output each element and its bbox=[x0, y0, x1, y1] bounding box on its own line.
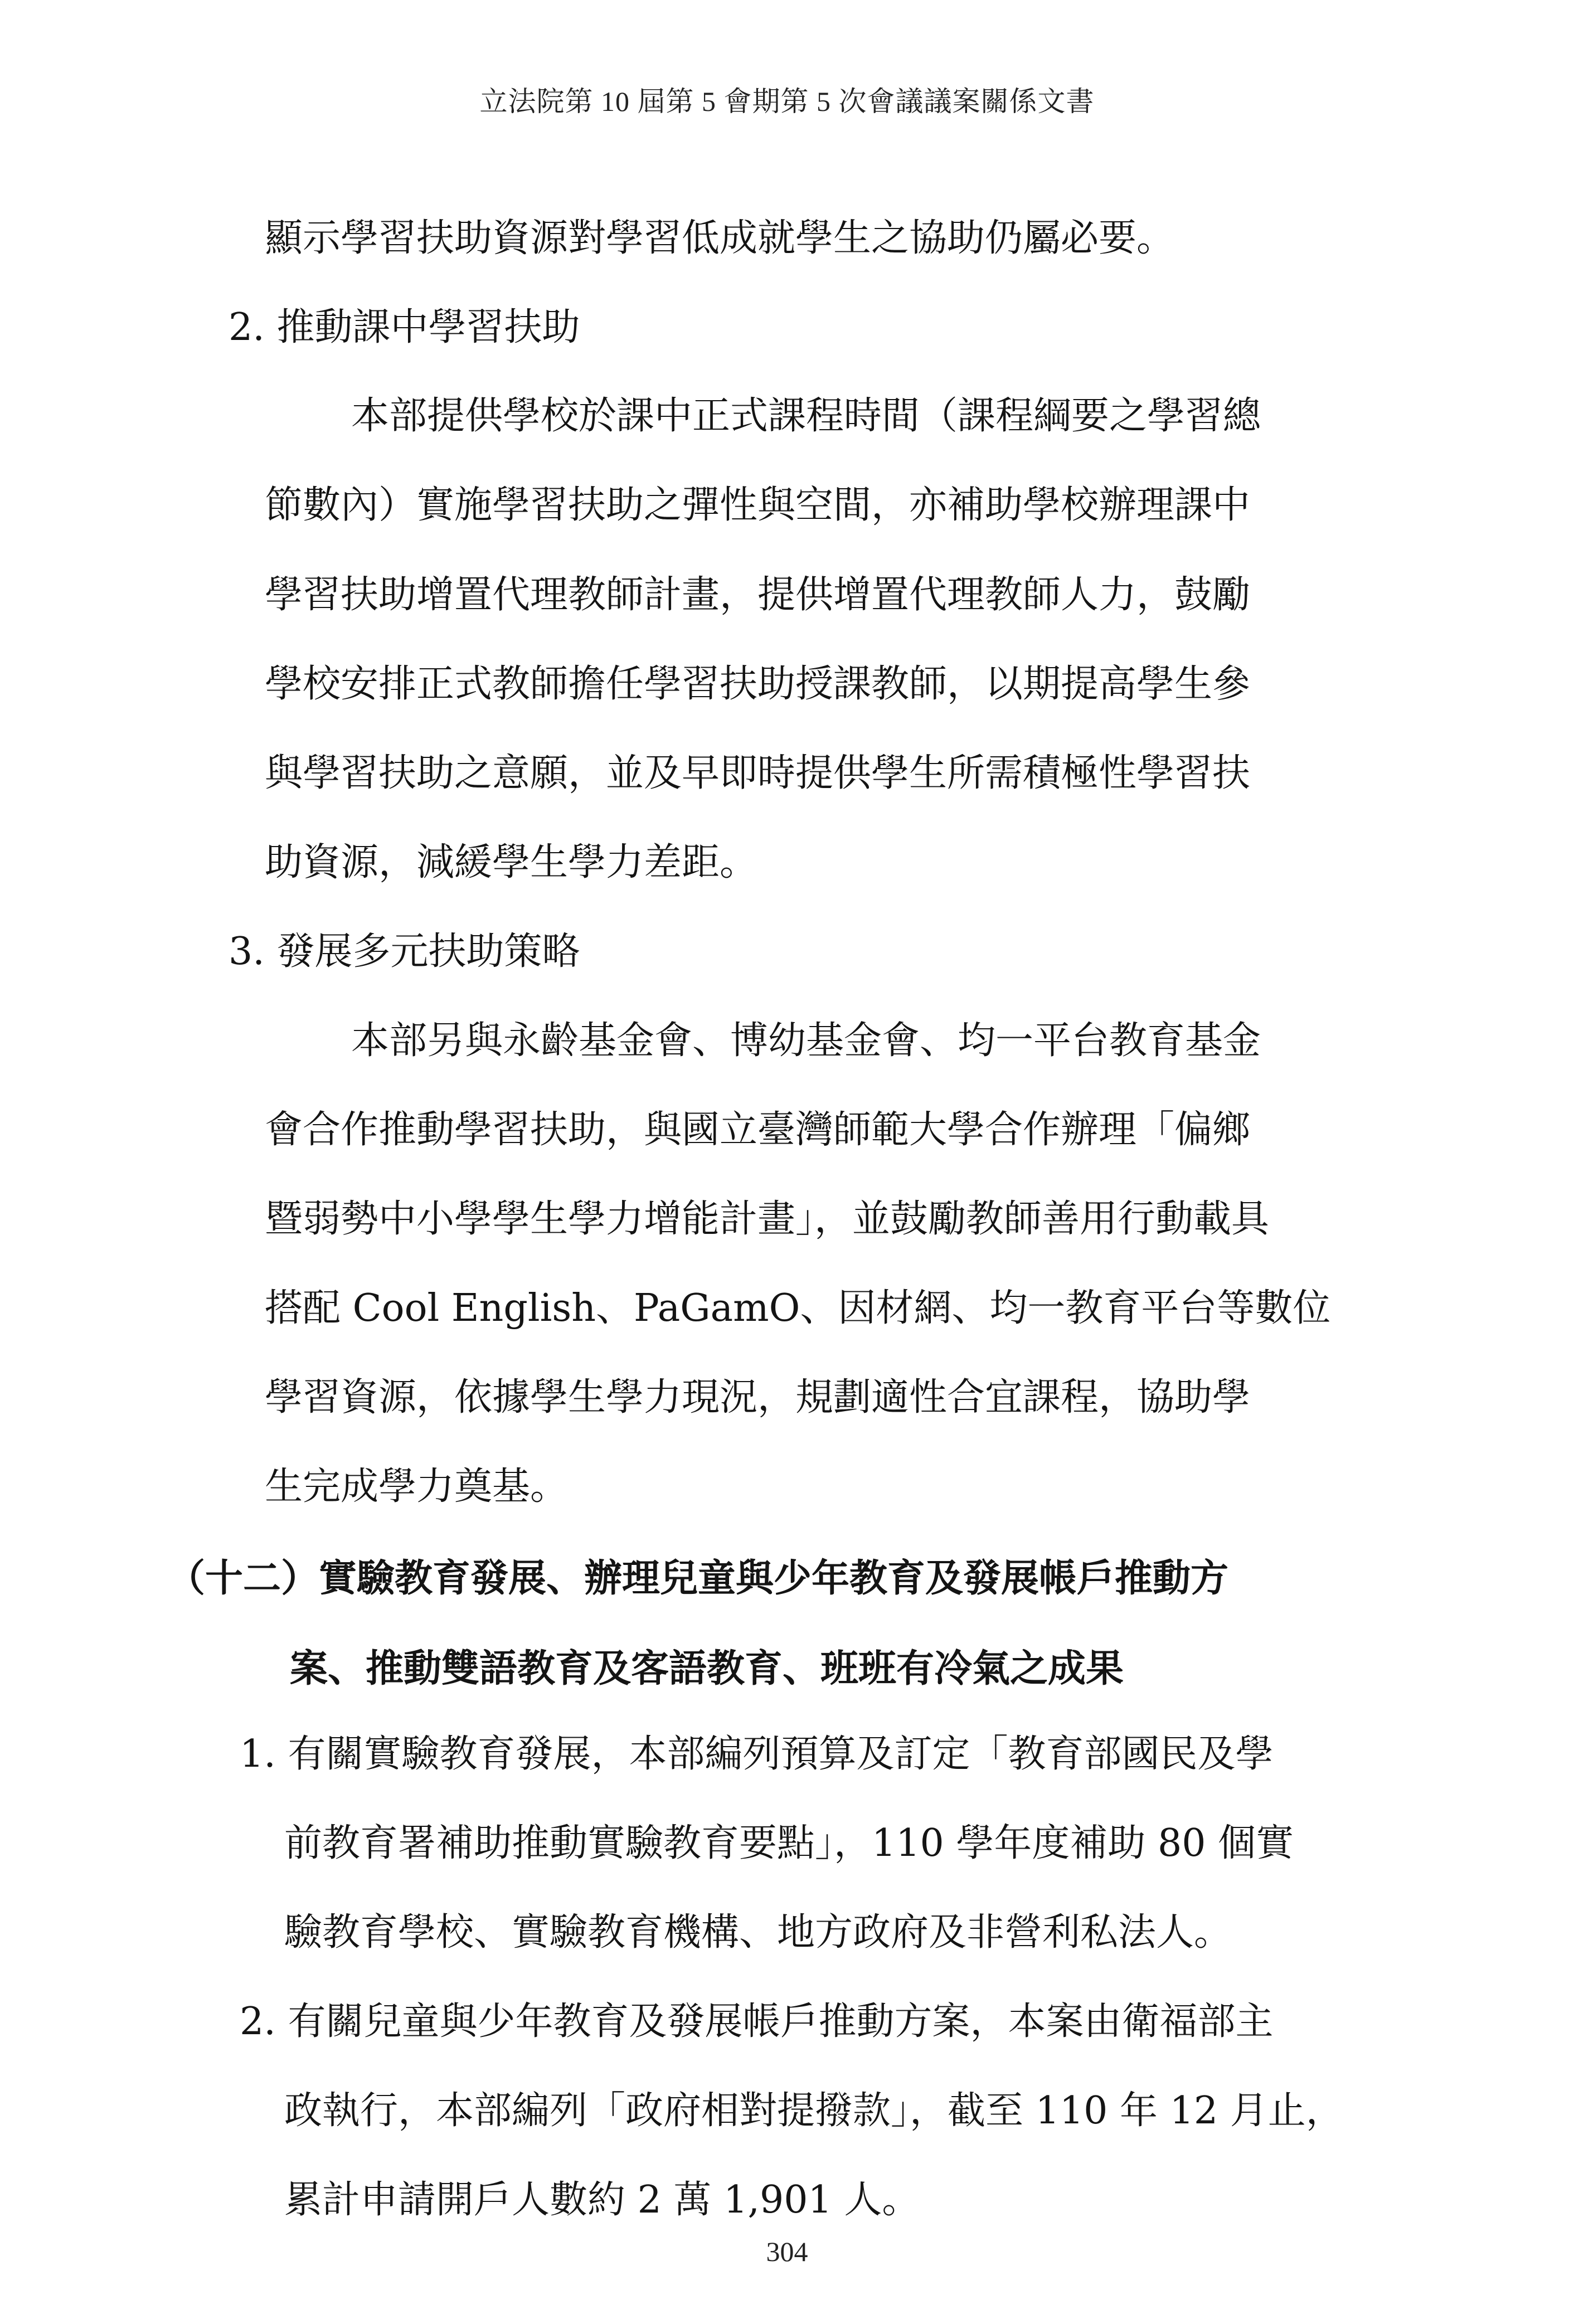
paragraph-line: 本部提供學校於課中正式課程時間（課程綱要之學習總 bbox=[351, 394, 1261, 438]
paragraph-line: 節數內）實施學習扶助之彈性與空間，亦補助學校辦理課中 bbox=[265, 483, 1251, 527]
section-heading: 2. 推動課中學習扶助 bbox=[229, 305, 580, 349]
paragraph-line: 學習扶助增置代理教師計畫，提供增置代理教師人力，鼓勵 bbox=[265, 573, 1251, 617]
list-item-line: 累計申請開戶人數約 2 萬 1,901 人。 bbox=[284, 2178, 920, 2222]
list-item-line: 政執行，本部編列「政府相對提撥款」，截至 110 年 12 月止， bbox=[284, 2089, 1344, 2133]
section-heading-bold: 案、推動雙語教育及客語教育、班班有冷氣之成果 bbox=[290, 1647, 1124, 1691]
page-number: 304 bbox=[766, 2236, 808, 2267]
list-item-line: 前教育署補助推動實驗教育要點」，110 學年度補助 80 個實 bbox=[284, 1821, 1294, 1865]
paragraph-line: 助資源，減緩學生學力差距。 bbox=[265, 840, 758, 884]
paragraph-line: 本部另與永齡基金會、博幼基金會、均一平台教育基金 bbox=[351, 1019, 1261, 1063]
paragraph-line: 會合作推動學習扶助，與國立臺灣師範大學合作辦理「偏鄉 bbox=[265, 1108, 1251, 1152]
paragraph-line: 顯示學習扶助資源對學習低成就學生之協助仍屬必要。 bbox=[265, 216, 1175, 260]
list-item-line: 2. 有關兒童與少年教育及發展帳戶推動方案，本案由衛福部主 bbox=[240, 2000, 1274, 2044]
paragraph-line: 搭配 Cool English、PaGamO、因材網、均一教育平台等數位 bbox=[265, 1286, 1331, 1330]
section-heading: 3. 發展多元扶助策略 bbox=[229, 930, 580, 974]
paragraph-line: 生完成學力奠基。 bbox=[265, 1465, 569, 1509]
paragraph-line: 暨弱勢中小學學生學力增能計畫」，並鼓勵教師善用行動載具 bbox=[265, 1197, 1270, 1241]
section-heading-bold: （十二）實驗教育發展、辦理兒童與少年教育及發展帳戶推動方 bbox=[167, 1557, 1229, 1601]
list-item-line: 1. 有關實驗教育發展，本部編列預算及訂定「教育部國民及學 bbox=[240, 1732, 1274, 1776]
document-header: 立法院第 10 屆第 5 會期第 5 次會議議案關係文書 bbox=[479, 86, 1095, 117]
paragraph-line: 學習資源，依據學生學力現況，規劃適性合宜課程，協助學 bbox=[265, 1375, 1251, 1419]
list-item-line: 驗教育學校、實驗教育機構、地方政府及非營利私法人。 bbox=[284, 1910, 1232, 1955]
paragraph-line: 學校安排正式教師擔任學習扶助授課教師，以期提高學生參 bbox=[265, 662, 1251, 706]
paragraph-line: 與學習扶助之意願，並及早即時提供學生所需積極性學習扶 bbox=[265, 751, 1251, 795]
